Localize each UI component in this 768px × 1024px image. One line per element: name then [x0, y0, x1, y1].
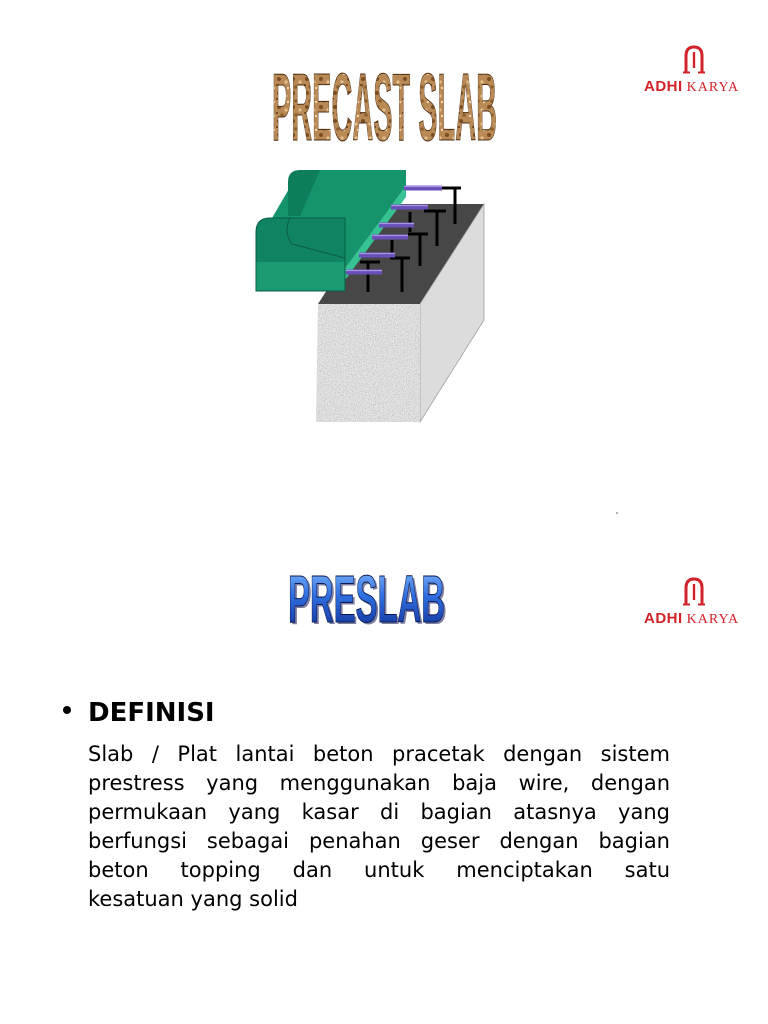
stirrup-bar: [391, 206, 428, 208]
precast-slab-title: [262, 62, 506, 146]
definition-paragraph: [88, 740, 670, 914]
stirrup-bar: [346, 271, 382, 273]
stirrup-bar: [372, 236, 408, 238]
stirrup-bar: [404, 187, 442, 189]
logo-brand-bold: ADHI: [644, 78, 683, 95]
precast-slab-illustration: [240, 160, 500, 430]
paragraph-line: berfungsi sebagai penahan geser dengan bagian: [88, 829, 670, 853]
stirrup-bar: [379, 224, 414, 226]
bullet-heading: DEFINISI: [88, 698, 215, 728]
stray-dot: [616, 512, 618, 514]
paragraph-line: permukaan yang kasar di bagian atasnya yang: [88, 800, 670, 824]
preslab-title-text: PRESLAB: [288, 566, 445, 628]
logo-brand-serif: KARYA: [686, 80, 740, 95]
paragraph-line: beton topping dan untuk menciptakan satu: [88, 858, 670, 882]
paragraph-line: kesatuan yang solid: [88, 887, 298, 911]
preslab-title: [280, 566, 456, 628]
logo-brand-serif: KARYA: [686, 612, 740, 627]
logo-wordmark: [644, 608, 739, 628]
arch-logo-icon: [682, 576, 706, 606]
beam-front-face-concrete: [316, 304, 420, 422]
precast-slab-title-text: PRECAST SLAB: [272, 62, 497, 146]
paragraph-line: prestress yang menggunakan baja wire, dengan: [88, 771, 670, 795]
arch-logo-icon: [682, 44, 706, 74]
bullet-marker: [63, 706, 71, 714]
preslab-title-shadow: PRESLAB: [290, 566, 447, 628]
logo-brand-bold: ADHI: [644, 610, 683, 627]
paragraph-line: Slab / Plat lantai beton pracetak dengan sistem: [88, 742, 670, 766]
stirrup-bar: [359, 254, 395, 256]
slab-bottom-layer: [257, 262, 345, 291]
logo-wordmark: [644, 76, 739, 96]
